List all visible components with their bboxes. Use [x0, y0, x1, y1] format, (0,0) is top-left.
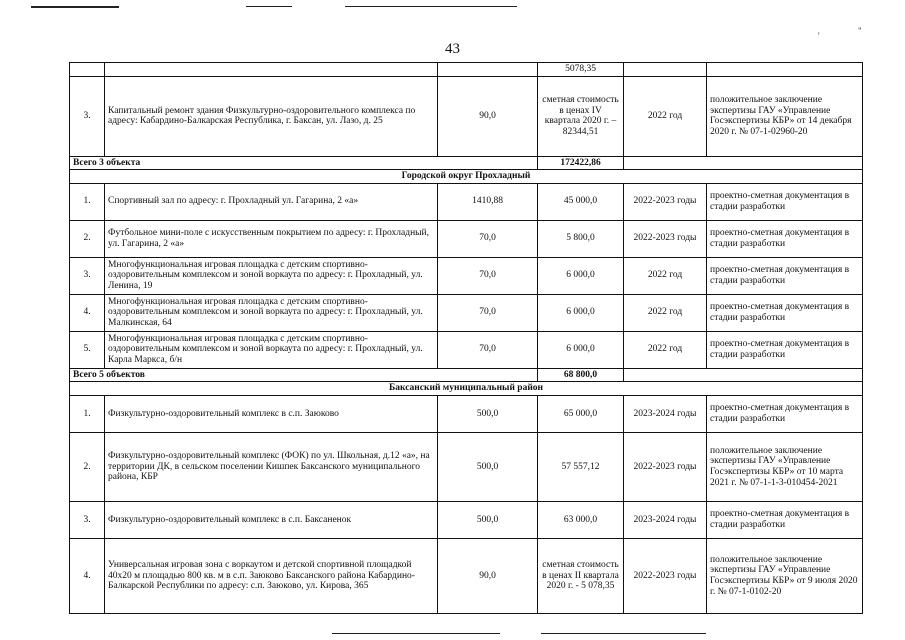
page-number: 43 — [445, 41, 460, 57]
total-label: Всего 3 объекта — [70, 156, 538, 170]
object-name: Многофункциональная игровая площадка с детским спортивно-оздоровительным комплексом и зоной воркаута по адресу: г. Прохладный, ул. Ленина, 19 — [105, 257, 438, 294]
object-years: 2023-2024 годы — [624, 395, 707, 432]
object-cost: 6 000,0 — [538, 257, 624, 294]
section-title: Баксанский муниципальный район — [70, 382, 863, 396]
object-years: 2022 год — [624, 76, 707, 156]
object-area: 70,0 — [438, 257, 538, 294]
total-empty-cell — [624, 368, 863, 382]
row-number: 3. — [70, 257, 105, 294]
object-status: проектно-сметная документация в стадии разработки — [707, 257, 863, 294]
table-row — [70, 294, 863, 331]
object-status: положительное заключение экспертизы ГАУ «Управление Госэкспертизы КБР» от 10 марта 2021 г. № 07-1-1-3-010454-2021 — [707, 432, 863, 501]
table-row — [70, 257, 863, 294]
object-cost: 65 000,0 — [538, 395, 624, 432]
scan-mark-right: ' — [818, 31, 820, 41]
total-label: Всего 5 объектов — [70, 368, 538, 382]
object-name: Капитальный ремонт здания Физкультурно-оздоровительного комплекса по адресу: Кабардино-Балкарская Республика, г. Баксан, ул. Лазо, д. 25 — [105, 76, 438, 156]
object-status: проектно-сметная документация в стадии разработки — [707, 294, 863, 331]
object-cost: 63 000,0 — [538, 501, 624, 538]
continuation-cost-cell: 5078,35 — [538, 63, 624, 77]
table-row — [70, 331, 863, 368]
total-value: 172422,86 — [538, 156, 624, 170]
object-cost: 45 000,0 — [538, 183, 624, 220]
table-row — [70, 76, 863, 156]
object-name: Многофункциональная игровая площадка с детским спортивно-оздоровительным комплексом и зоной воркаута по адресу: г. Прохладный, ул. Малкинская, 64 — [105, 294, 438, 331]
scan-line-top-left — [31, 6, 119, 8]
object-area: 70,0 — [438, 294, 538, 331]
object-area: 90,0 — [438, 76, 538, 156]
object-cost: сметная стоимость в ценах II квартала 2020 г. - 5 078,35 — [538, 538, 624, 613]
object-area: 1410,88 — [438, 183, 538, 220]
scan-line-bottom-left — [332, 633, 500, 634]
scan-line-top-mid2 — [345, 6, 517, 7]
table-row-continuation — [70, 63, 863, 77]
object-name: Многофункциональная игровая площадка с детским спортивно-оздоровительным комплексом и зоной воркаута по адресу: г. Прохладный, ул. Карла Маркса, б/н — [105, 331, 438, 368]
object-status: положительное заключение экспертизы ГАУ «Управление Госэкспертизы КБР» от 14 декабря 2020 г. № 07-1-02960-20 — [707, 76, 863, 156]
object-area: 70,0 — [438, 331, 538, 368]
object-years: 2022-2023 годы — [624, 183, 707, 220]
row-number: 2. — [70, 220, 105, 257]
object-status: проектно-сметная документация в стадии разработки — [707, 183, 863, 220]
object-name: Спортивный зал по адресу: г. Прохладный ул. Гагарина, 2 «а» — [105, 183, 438, 220]
object-status: проектно-сметная документация в стадии разработки — [707, 501, 863, 538]
object-years: 2023-2024 годы — [624, 501, 707, 538]
total-empty-cell — [624, 156, 863, 170]
section-header-row — [70, 170, 863, 184]
object-cost: 57 557,12 — [538, 432, 624, 501]
section-title: Городской округ Прохладный — [70, 170, 863, 184]
row-number: 1. — [70, 395, 105, 432]
row-number: 4. — [70, 538, 105, 613]
table-row — [70, 220, 863, 257]
object-years: 2022-2023 годы — [624, 538, 707, 613]
row-number: 1. — [70, 183, 105, 220]
object-status: проектно-сметная документация в стадии разработки — [707, 220, 863, 257]
object-name: Физкультурно-оздоровительный комплекс (ФОК) по ул. Школьная, д.12 «а», на территории ДК, в сельском поселении Кишпек Баксанского муниципального района, КБР — [105, 432, 438, 501]
object-years: 2022 год — [624, 257, 707, 294]
row-number: 4. — [70, 294, 105, 331]
object-name: Футбольное мини-поле с искусственным покрытием по адресу: г. Прохладный, ул. Гагарина, 2 «а» — [105, 220, 438, 257]
object-area: 500,0 — [438, 432, 538, 501]
scan-line-top-mid — [246, 6, 292, 7]
object-years: 2022-2023 годы — [624, 220, 707, 257]
object-area: 500,0 — [438, 395, 538, 432]
object-years: 2022 год — [624, 331, 707, 368]
object-name: Универсальная игровая зона с воркаутом и детской спортивной площадкой 40х20 м площадью 800 кв. м в с.п. Заюково Баксанского района Кабардино-Балкарской Республики по адресу: с.п. Заюково, ул. Кирова, 365 — [105, 538, 438, 613]
table-row — [70, 538, 863, 613]
row-number: 3. — [70, 501, 105, 538]
row-number: 2. — [70, 432, 105, 501]
object-name: Физкультурно-оздоровительный комплекс в с.п. Заюково — [105, 395, 438, 432]
object-cost: сметная стоимость в ценах IV квартала 2020 г. – 82344,51 — [538, 76, 624, 156]
object-cost: 6 000,0 — [538, 294, 624, 331]
object-cost: 5 800,0 — [538, 220, 624, 257]
total-value: 68 800,0 — [538, 368, 624, 382]
object-years: 2022-2023 годы — [624, 432, 707, 501]
object-area: 500,0 — [438, 501, 538, 538]
scan-mark-right2: " — [858, 26, 862, 36]
row-number: 5. — [70, 331, 105, 368]
objects-table — [69, 62, 863, 614]
table-row — [70, 183, 863, 220]
object-years: 2022 год — [624, 294, 707, 331]
table-row — [70, 395, 863, 432]
table-row — [70, 432, 863, 501]
object-name: Физкультурно-оздоровительный комплекс в с.п. Баксаненок — [105, 501, 438, 538]
total-row — [70, 368, 863, 382]
section-header-row — [70, 382, 863, 396]
table-row — [70, 501, 863, 538]
total-row — [70, 156, 863, 170]
object-area: 90,0 — [438, 538, 538, 613]
object-area: 70,0 — [438, 220, 538, 257]
row-number: 3. — [70, 76, 105, 156]
object-status: положительное заключение экспертизы ГАУ «Управление Госэкспертизы КБР» от 9 июля 2020 г. № 07-1-0102-20 — [707, 538, 863, 613]
object-status: проектно-сметная документация в стадии разработки — [707, 395, 863, 432]
object-cost: 6 000,0 — [538, 331, 624, 368]
scan-line-bottom-right — [541, 633, 706, 634]
object-status: проектно-сметная документация в стадии разработки — [707, 331, 863, 368]
